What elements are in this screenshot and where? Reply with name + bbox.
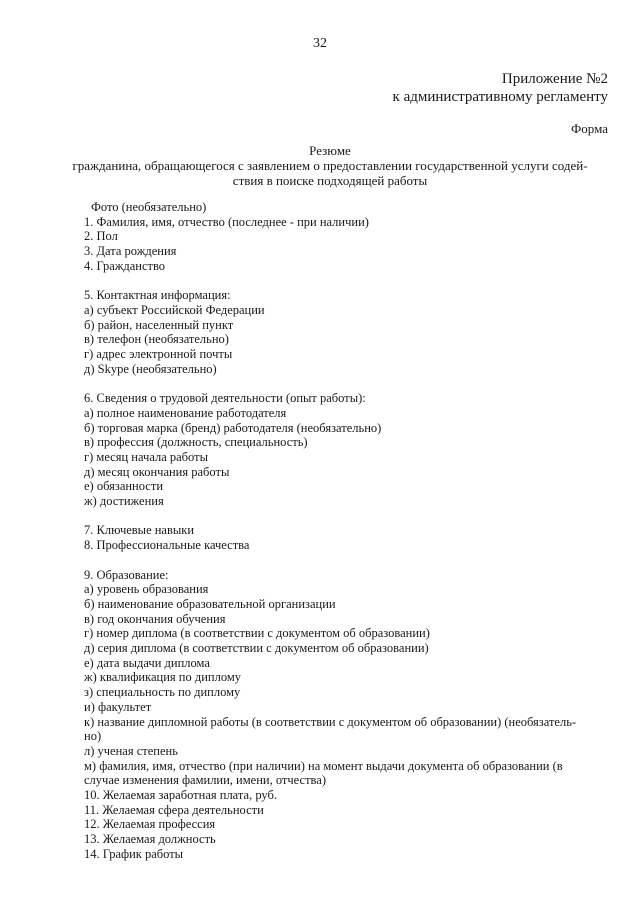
field-line: 7. Ключевые навыки: [84, 523, 195, 538]
field-line: 6. Сведения о трудовой деятельности (опыт работы):: [84, 391, 366, 406]
field-line: 9. Образование:: [84, 567, 169, 582]
document-title: [70, 143, 590, 188]
appendix-subtitle: к административному регламенту: [392, 89, 608, 105]
title-heading: Резюме: [309, 143, 351, 158]
form-label: Форма: [571, 121, 608, 136]
field-line: з) специальность по диплому: [84, 685, 241, 700]
field-line: 3. Дата рождения: [84, 244, 177, 259]
field-line: г) адрес электронной почты: [84, 347, 233, 362]
field-line: д) Skype (необязательно): [84, 361, 217, 376]
resume-fields: [84, 200, 604, 862]
appendix-title: Приложение №2: [501, 71, 608, 87]
field-line: г) номер диплома (в соответствии с документом об образовании): [84, 626, 430, 641]
field-line: к) название дипломной работы (в соответствии с документом об образовании) (необязатель-: [84, 714, 577, 729]
field-line: а) уровень образования: [84, 582, 209, 597]
section-spacer: [84, 509, 604, 524]
field-line: случае изменения фамилии, имени, отчества): [84, 773, 326, 788]
field-line: б) наименование образовательной организации: [84, 596, 336, 611]
field-line: а) полное наименование работодателя: [84, 405, 287, 420]
field-line: 1. Фамилия, имя, отчество (последнее - при наличии): [84, 214, 369, 229]
field-line: 11. Желаемая сфера деятельности: [84, 802, 264, 817]
field-line: 10. Желаемая заработная плата, руб.: [84, 788, 277, 803]
field-line: 5. Контактная информация:: [84, 288, 231, 303]
appendix-header: [393, 70, 608, 106]
field-line: д) серия диплома (в соответствии с документом об образовании): [84, 641, 429, 656]
field-line: в) год окончания обучения: [84, 611, 226, 626]
field-line: и) факультет: [84, 699, 152, 714]
page-number: 32: [313, 36, 327, 51]
field-line: а) субъект Российской Федерации: [84, 302, 265, 317]
field-line: 2. Пол: [84, 229, 118, 244]
field-line: б) торговая марка (бренд) работодателя (необязательно): [84, 420, 382, 435]
field-line: 4. Гражданство: [84, 258, 166, 273]
field-line: ж) квалификация по диплому: [84, 670, 242, 685]
field-line: в) телефон (необязательно): [84, 332, 229, 347]
field-line: л) ученая степень: [84, 743, 178, 758]
field-line: 8. Профессиональные качества: [84, 538, 250, 553]
field-line: е) дата выдачи диплома: [84, 655, 210, 670]
field-line: м) фамилия, имя, отчество (при наличии) на момент выдачи документа об образовании (в: [84, 758, 563, 773]
field-line: но): [84, 729, 102, 744]
field-line: г) месяц начала работы: [84, 449, 208, 464]
title-line-2: гражданина, обращающегося с заявлением о предоставлении государственной услуги содей-: [72, 158, 588, 173]
field-line: 13. Желаемая должность: [84, 832, 216, 847]
field-line: 14. График работы: [84, 846, 184, 861]
field-line: 12. Желаемая профессия: [84, 817, 216, 832]
field-line: б) район, населенный пункт: [84, 317, 234, 332]
field-line: д) месяц окончания работы: [84, 464, 230, 479]
section-spacer: [84, 274, 604, 289]
section-spacer: [84, 553, 604, 568]
field-line: ж) достижения: [84, 494, 164, 509]
field-line: е) обязанности: [84, 479, 164, 494]
field-line: в) профессия (должность, специальность): [84, 435, 308, 450]
section-spacer: [84, 376, 604, 391]
field-line: Фото (необязательно): [91, 200, 207, 214]
title-line-3: ствия в поиске подходящей работы: [232, 173, 428, 188]
